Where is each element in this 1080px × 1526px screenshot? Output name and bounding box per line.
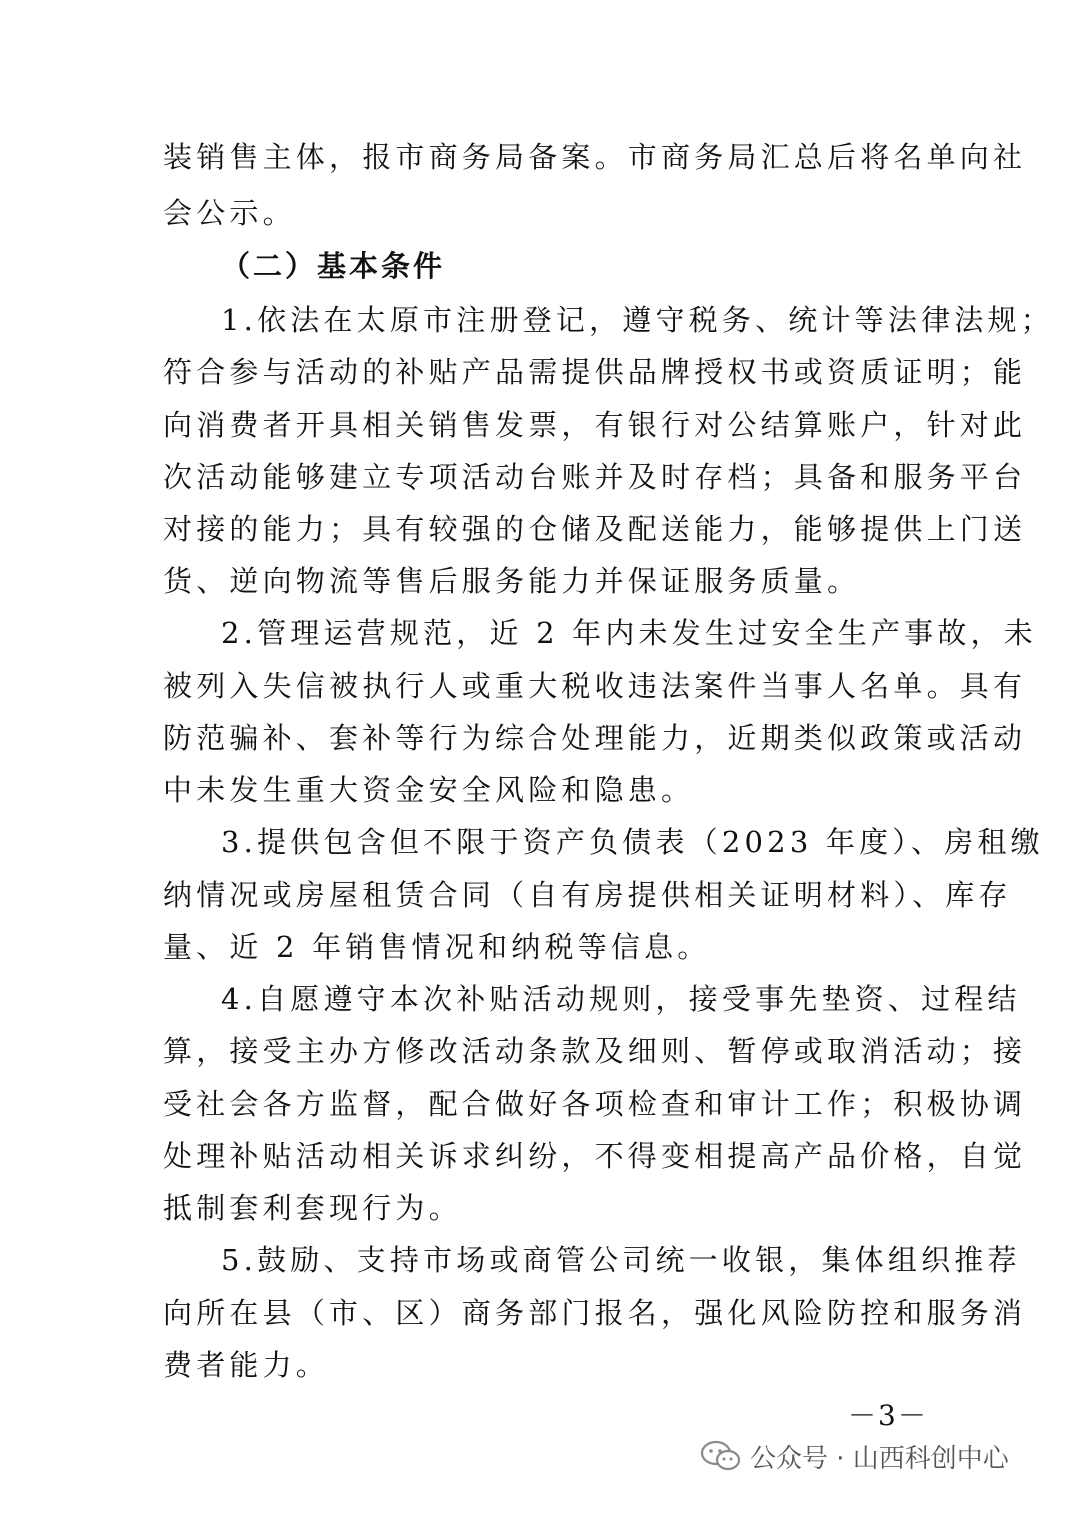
text-line: 抵制套利套现行为。 <box>163 1191 462 1225</box>
text-line: 1.依法在太原市注册登记，遵守税务、统计等法律法规； <box>221 303 1054 337</box>
text-line: 3.提供包含但不限于资产负债表（2023 年度）、房租缴 <box>221 825 1044 859</box>
text-line: 被列入失信被执行人或重大税收违法案件当事人名单。具有 <box>163 669 1027 703</box>
text-line: 对接的能力；具有较强的仓储及配送能力，能够提供上门送 <box>163 512 1027 546</box>
text-line: 中未发生重大资金安全风险和隐患。 <box>163 773 695 807</box>
watermark <box>700 1436 1009 1476</box>
text-line: 防范骗补、套补等行为综合处理能力，近期类似政策或活动 <box>163 721 1027 755</box>
text-line: 向所在县（市、区）商务部门报名，强化风险防控和服务消 <box>163 1296 1027 1330</box>
text-line: 量、近 2 年销售情况和纳税等信息。 <box>163 930 711 964</box>
text-line: 4.自愿遵守本次补贴活动规则，接受事先垫资、过程结 <box>221 982 1021 1016</box>
text-line: 会公示。 <box>163 196 296 230</box>
wechat-icon <box>700 1439 742 1473</box>
text-line: 受社会各方监督，配合做好各项检查和审计工作；积极协调 <box>163 1087 1027 1121</box>
text-line: 符合参与活动的补贴产品需提供品牌授权书或资质证明；能 <box>163 355 1027 389</box>
text-line: 货、逆向物流等售后服务能力并保证服务质量。 <box>163 564 861 598</box>
text-line: 装销售主体，报市商务局备案。市商务局汇总后将名单向社 <box>163 140 1027 174</box>
text-line: 5.鼓励、支持市场或商管公司统一收银，集体组织推荐 <box>221 1243 1021 1277</box>
section-heading: （二）基本条件 <box>221 249 446 283</box>
text-line: 2.管理运营规范，近 2 年内未发生过安全生产事故，未 <box>221 616 1037 650</box>
text-line: 纳情况或房屋租赁合同（自有房提供相关证明材料）、库存 <box>163 878 1012 912</box>
text-line: 处理补贴活动相关诉求纠纷，不得变相提高产品价格，自觉 <box>163 1139 1027 1173</box>
text-line: 算，接受主办方修改活动条款及细则、暂停或取消活动；接 <box>163 1034 1027 1068</box>
text-line: 向消费者开具相关销售发票，有银行对公结算账户，针对此 <box>163 408 1027 442</box>
watermark-text: 公众号 · 山西科创中心 <box>750 1443 1009 1474</box>
text-line: 费者能力。 <box>163 1348 330 1382</box>
text-line: 次活动能够建立专项活动台账并及时存档；具备和服务平台 <box>163 460 1027 494</box>
page-number: －3－ <box>848 1399 928 1432</box>
